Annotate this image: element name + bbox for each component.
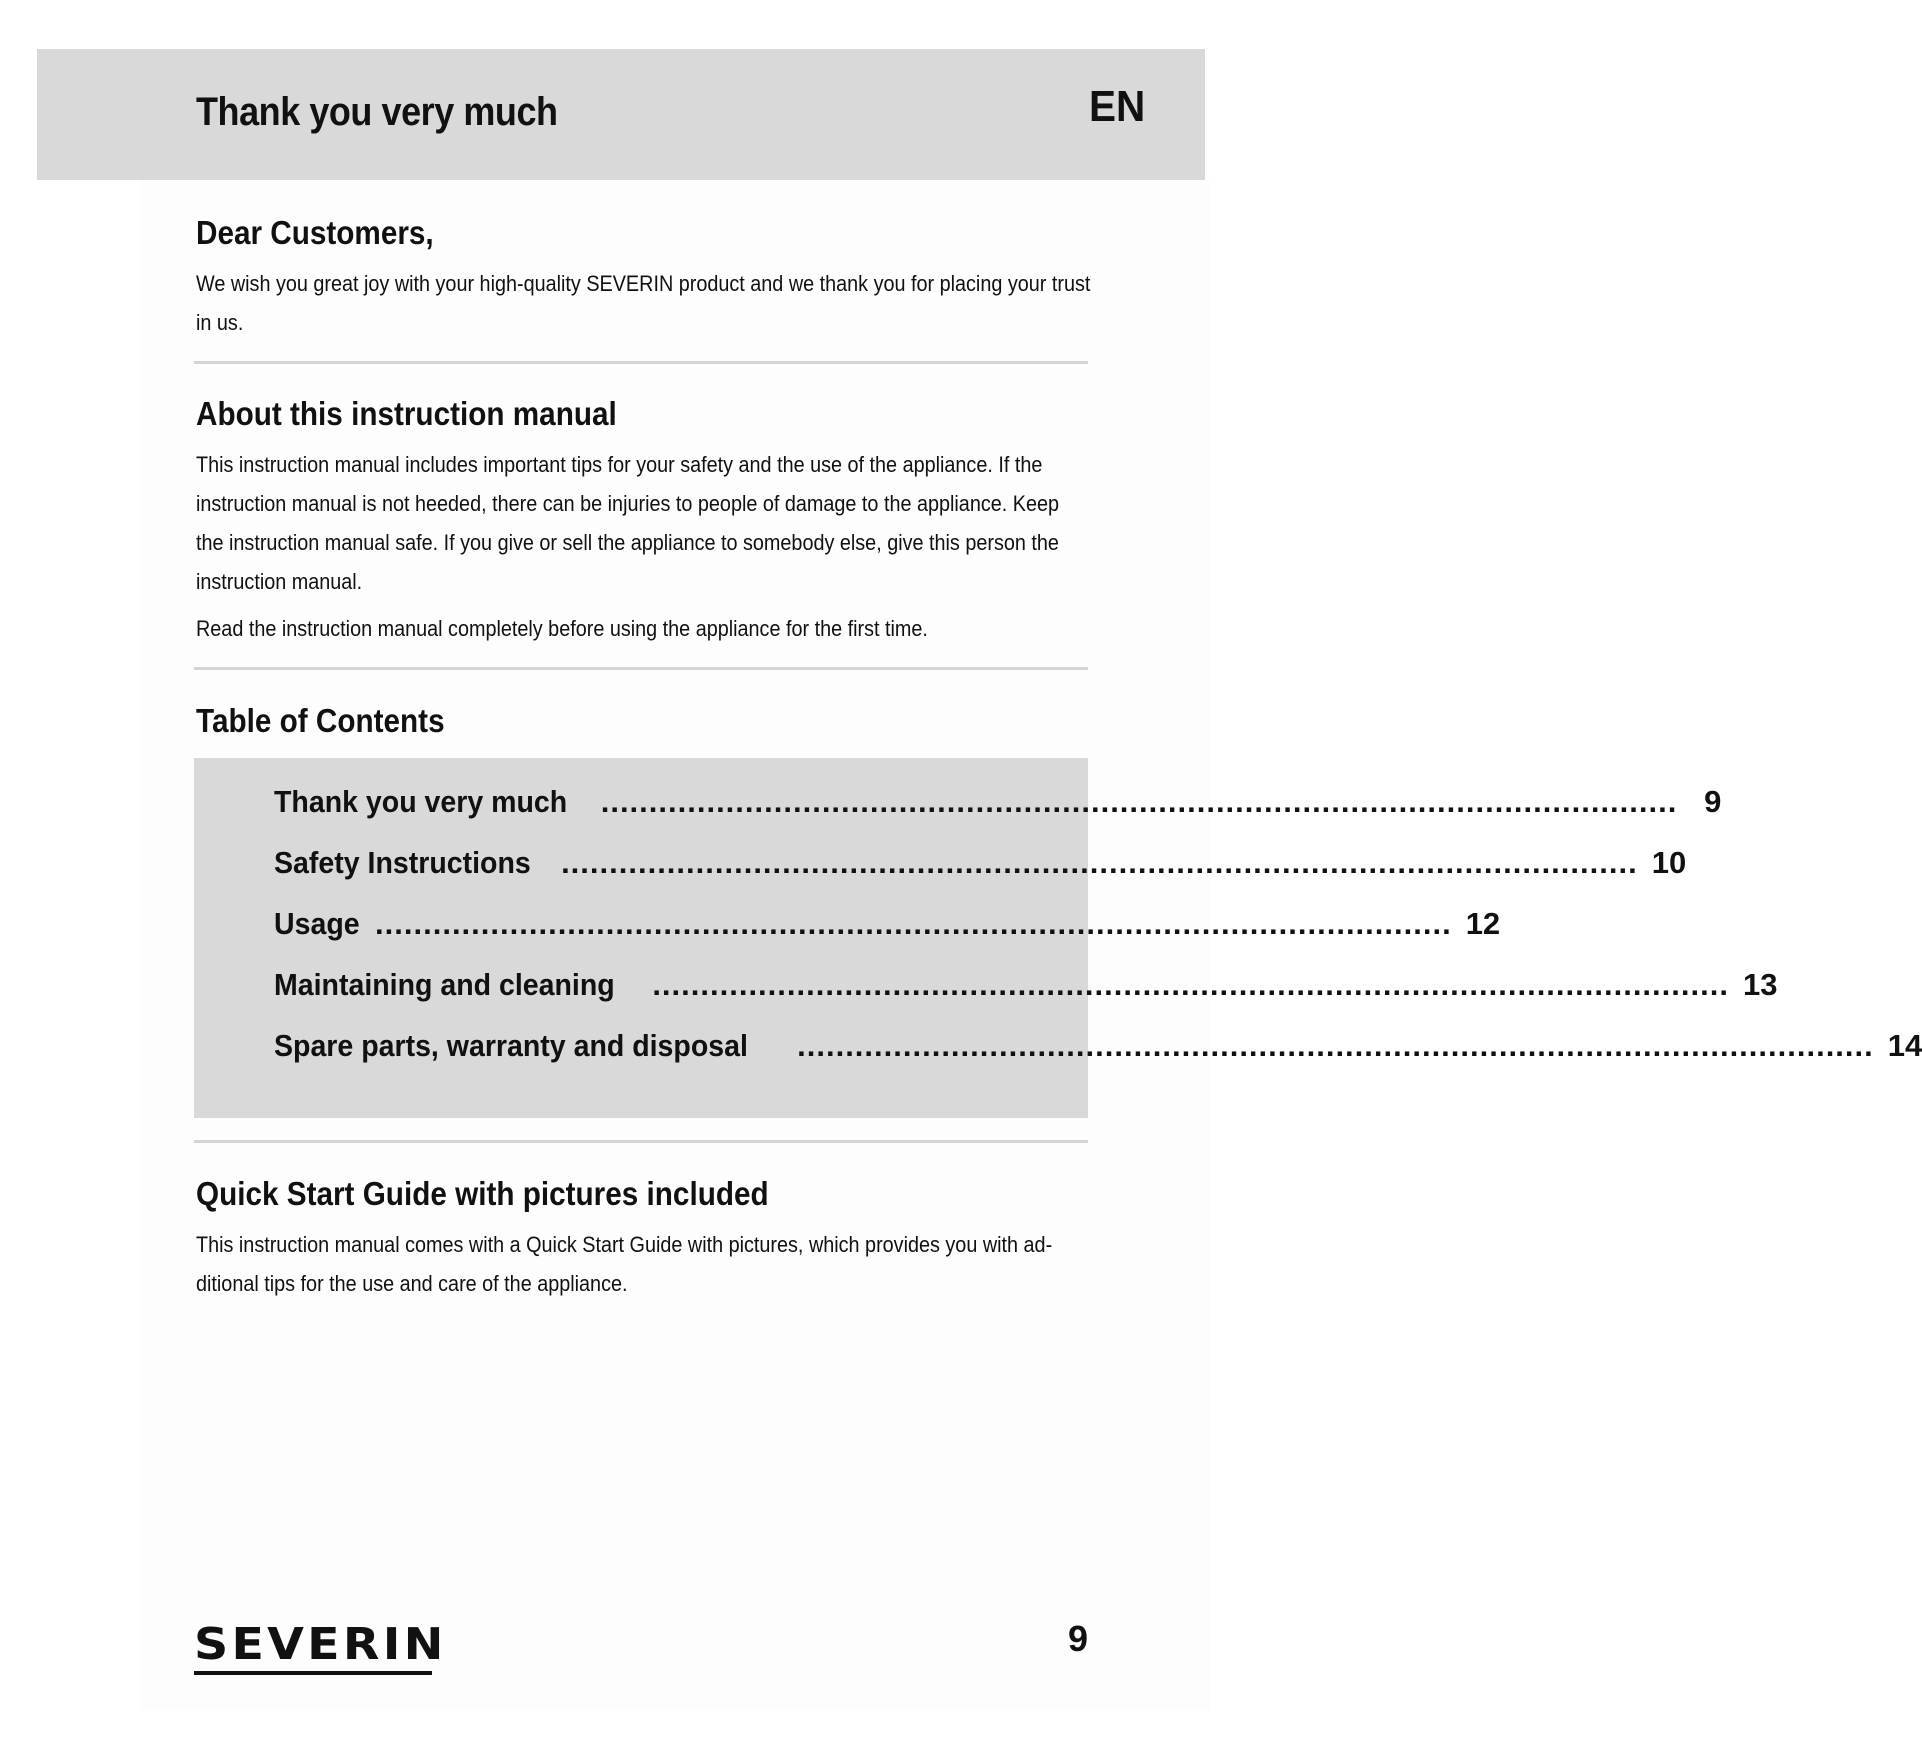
language-code: EN: [1089, 82, 1146, 131]
toc-entry-page: 13: [1742, 967, 1778, 1002]
toc-leader-dots: ................................................................................................................: [652, 967, 1729, 1002]
toc-list: [274, 784, 1922, 1089]
quick-start-text: This instruction manual comes with a Quick Start Guide with pictures, which provides you with ad-ditional tips for the use and care of the appliance.: [196, 1232, 1053, 1296]
divider: [194, 361, 1088, 364]
toc-entry-page: 12: [1465, 906, 1501, 941]
toc-entry[interactable]: [274, 967, 1778, 1028]
divider: [194, 667, 1088, 670]
severin-logo: SEVERIN: [194, 1619, 447, 1670]
quick-start-section: [196, 1173, 1090, 1303]
toc-entry-page: 9: [1704, 784, 1722, 819]
toc-leader-dots: ................................................................................................................: [375, 906, 1452, 941]
toc-entry-label: Spare parts, warranty and disposal: [274, 1028, 748, 1063]
toc-entry-label: Usage: [274, 906, 360, 941]
toc-entry[interactable]: [274, 1028, 1922, 1089]
dear-customers-heading: Dear Customers,: [196, 214, 434, 251]
page-title: Thank you very much: [196, 90, 558, 134]
toc-entry-label: Maintaining and cleaning: [274, 967, 615, 1002]
divider: [194, 1140, 1088, 1143]
toc-section: [196, 700, 1090, 742]
toc-leader-dots: ................................................................................................................: [797, 1028, 1874, 1063]
logo-underline: [194, 1671, 432, 1675]
about-manual-section: [196, 393, 1090, 648]
dear-customers-section: [196, 212, 1090, 342]
about-manual-text: This instruction manual includes important tips for your safety and the use of the appliance. If the instruction manual is not heeded, there can be injuries to people of damage to the appliance. Keep the instruction manual safe. If you give or sell the appliance to somebody else, give this person the instruction manual.: [196, 452, 1059, 594]
toc-entry-page: 14: [1887, 1028, 1922, 1063]
toc-leader-dots: ................................................................................................................: [600, 784, 1678, 819]
about-manual-read-note: Read the instruction manual completely before using the appliance for the first time.: [196, 616, 928, 641]
toc-entry-page: 10: [1651, 845, 1687, 880]
toc-entry[interactable]: [274, 784, 1722, 845]
toc-heading: Table of Contents: [196, 702, 445, 739]
toc-leader-dots: ................................................................................................................: [561, 845, 1638, 880]
page-number: 9: [1068, 1618, 1089, 1659]
toc-entry[interactable]: [274, 906, 1501, 967]
quick-start-heading: Quick Start Guide with pictures included: [196, 1175, 769, 1212]
about-manual-heading: About this instruction manual: [196, 395, 617, 432]
dear-customers-text: We wish you great joy with your high-quality SEVERIN product and we thank you for placing your trust in us.: [196, 271, 1091, 335]
toc-entry-label: Safety Instructions: [274, 845, 531, 880]
toc-entry[interactable]: [274, 845, 1687, 906]
toc-entry-label: Thank you very much: [274, 784, 568, 819]
